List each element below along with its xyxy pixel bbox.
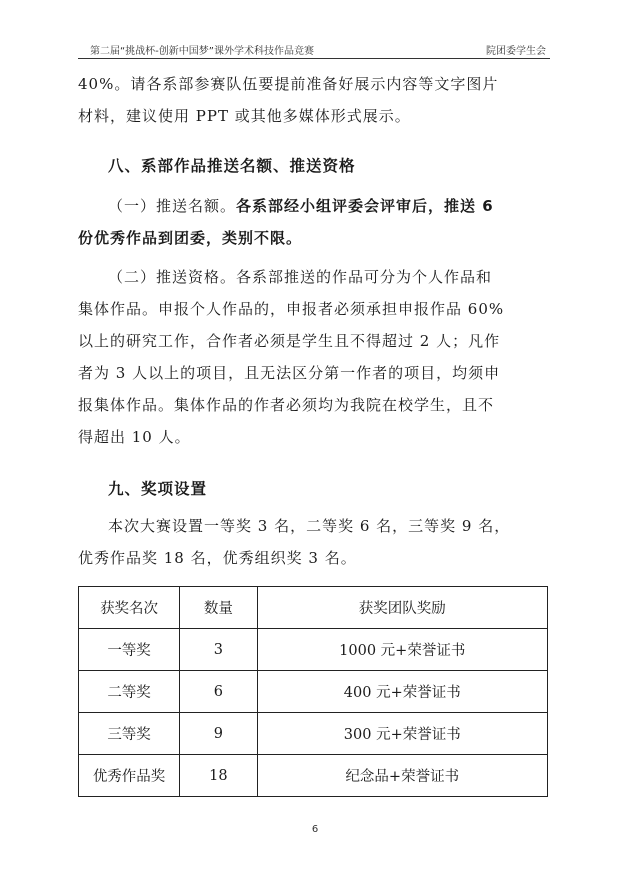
table-cell: 优秀作品奖 xyxy=(79,755,180,797)
paragraph-line: 优秀作品奖 18 名，优秀组织奖 3 名。 xyxy=(78,549,357,567)
paragraph-line: 以上的研究工作，合作者必须是学生且不得超过 2 人；凡作 xyxy=(78,332,501,350)
paragraph-awards-summary xyxy=(78,510,550,574)
table-cell: 二等奖 xyxy=(79,671,180,713)
awards-table xyxy=(78,586,548,797)
table-row xyxy=(79,629,548,671)
header-right-text: 院团委学生会 xyxy=(486,46,546,57)
section-heading-9 xyxy=(78,473,550,505)
table-cell: 18 xyxy=(180,755,257,797)
quota-bold-text: 各系部经小组评委会评审后，推送 6 xyxy=(236,197,494,215)
table-cell: 400 元+荣誉证书 xyxy=(257,671,547,713)
table-cell: 3 xyxy=(180,629,257,671)
table-cell: 三等奖 xyxy=(79,713,180,755)
paragraph-line: 本次大赛设置一等奖 3 名，二等奖 6 名，三等奖 9 名， xyxy=(108,517,511,535)
header-left-text: 第二届“挑战杯-创新中国梦”课外学术科技作品竞赛 xyxy=(90,46,314,57)
paragraph-line: 报集体作品。集体作品的作者必须均为我院在校学生，且不 xyxy=(78,396,495,414)
paragraph-line: 40%。请各系部参赛队伍要提前准备好展示内容等文字图片 xyxy=(78,75,499,93)
paragraph-line xyxy=(78,190,550,222)
page-number: 6 xyxy=(311,824,319,835)
column-header: 获奖名次 xyxy=(79,587,180,629)
paragraph-quota xyxy=(78,190,550,254)
quota-prefix: （一）推送名额。 xyxy=(108,197,237,215)
paragraph-line: 得超出 10 人。 xyxy=(78,428,191,446)
column-header: 获奖团队奖励 xyxy=(257,587,547,629)
table-row xyxy=(79,671,548,713)
column-header: 数量 xyxy=(180,587,257,629)
table-header-row xyxy=(79,587,548,629)
table-cell: 9 xyxy=(180,713,257,755)
paragraph-line: 材料，建议使用 PPT 或其他多媒体形式展示。 xyxy=(78,107,411,125)
table-cell: 一等奖 xyxy=(79,629,180,671)
section-heading-text: 九、奖项设置 xyxy=(108,480,208,498)
paragraph-line: 份优秀作品到团委，类别不限。 xyxy=(78,229,303,247)
table-cell: 1000 元+荣誉证书 xyxy=(257,629,547,671)
paragraph-display-requirements xyxy=(78,68,550,132)
table-row xyxy=(79,713,548,755)
section-heading-text: 八、系部作品推送名额、推送资格 xyxy=(108,157,356,175)
paragraph-eligibility xyxy=(78,261,550,453)
table-cell: 300 元+荣誉证书 xyxy=(257,713,547,755)
page-header xyxy=(78,38,550,59)
paragraph-line: （二）推送资格。各系部推送的作品可分为个人作品和 xyxy=(108,268,493,286)
table-row xyxy=(79,755,548,797)
paragraph-line: 集体作品。申报个人作品的，申报者必须承担申报作品 60% xyxy=(78,300,505,318)
paragraph-line: 者为 3 人以上的项目，且无法区分第一作者的项目，均须申 xyxy=(78,364,501,382)
section-heading-8 xyxy=(78,150,550,182)
table-cell: 纪念品+荣誉证书 xyxy=(257,755,547,797)
table-cell: 6 xyxy=(180,671,257,713)
